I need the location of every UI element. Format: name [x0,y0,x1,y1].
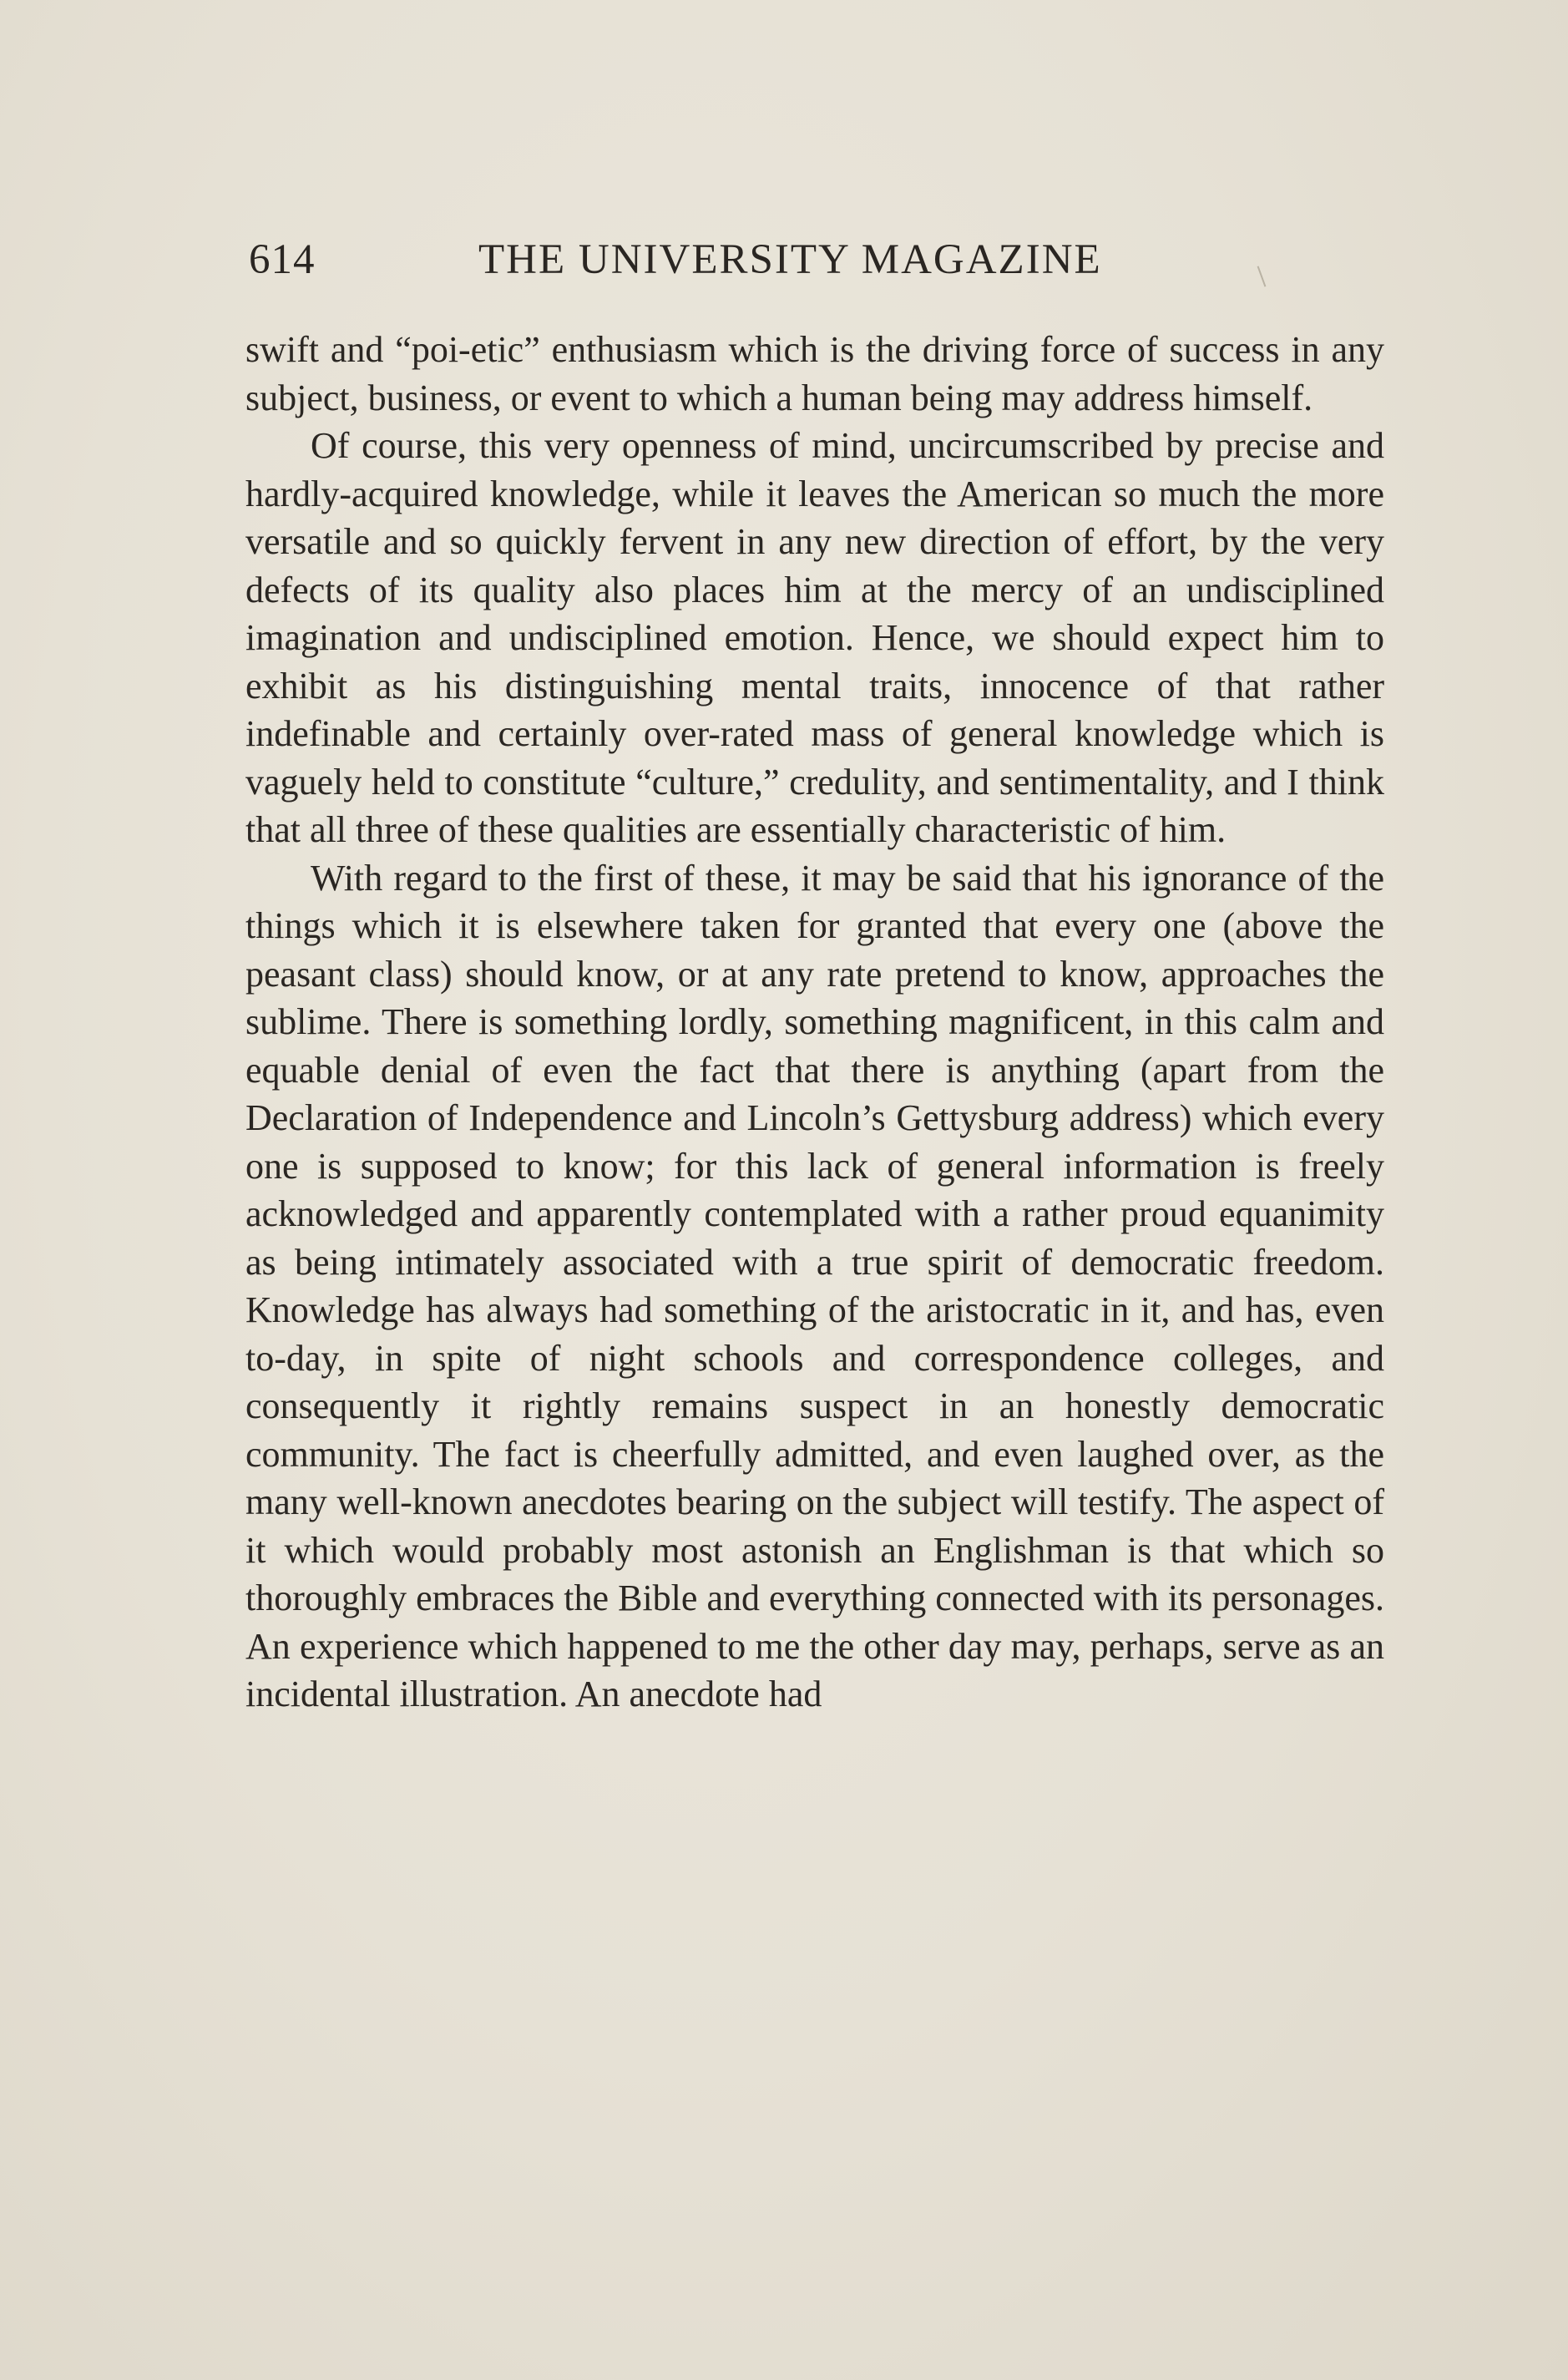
page-header [249,235,1151,294]
paragraph-continued: swift and “poi-etic” enthusiasm which is the driving force of success in any subject, business, or event to which a human being may address himself. [245,329,1384,418]
paragraph-ignorance: With regard to the first of these, it may be said that his ignorance of the things which it is elsewhere taken for granted that every one (above the peasant class) should know, or at any rate pretend to know, approaches the sublime. There is something lordly, something magnificent, in this calm and equable denial of even the fact that there is anything (apart from the Declaration of Independence and Lincoln’s Gettysburg address) which every one is supposed to know; for this lack of general information is freely acknowledged and apparently contemplated with a rather proud equanimity as being intimately associated with a true spirit of democratic freedom. Knowledge has always had something of the aristocratic in it, and has, even to-day, in spite of night schools and correspondence colleges, and consequently it rightly remains suspect in an honestly democratic community. The fact is cheerfully admitted, and even laughed over, as the many well-known anecdotes bearing on the subject will testify. The aspect of it which would probably most astonish an Englishman is that which so thoroughly embraces the Bible and everything connected with its personages. An experience which happened to me the other day may, perhaps, serve as an incidental illustration. An anecdote had [245,857,1384,1714]
running-title: THE UNIVERSITY MAGAZINE [478,236,1102,283]
page-number: 614 [249,236,316,283]
paragraph-openness-of-mind: Of course, this very openness of mind, uncircumscribed by precise and hardly-acquired knowledge, while it leaves the American so much the more versatile and so quickly fervent in any new direction of effort, by the very defects of its quality also places him at the mercy of an undisciplined imagination and undisciplined emotion. Hence, we should expect him to exhibit as his distinguishing mental traits, innocence of that rather indefinable and certainly over-rated mass of general knowledge which is vaguely held to constitute “culture,” credulity, and sentimentality, and I think that all three of these qualities are essentially characteristic of him. [245,425,1384,850]
body-text [245,326,1384,1719]
stray-mark [1257,266,1267,286]
